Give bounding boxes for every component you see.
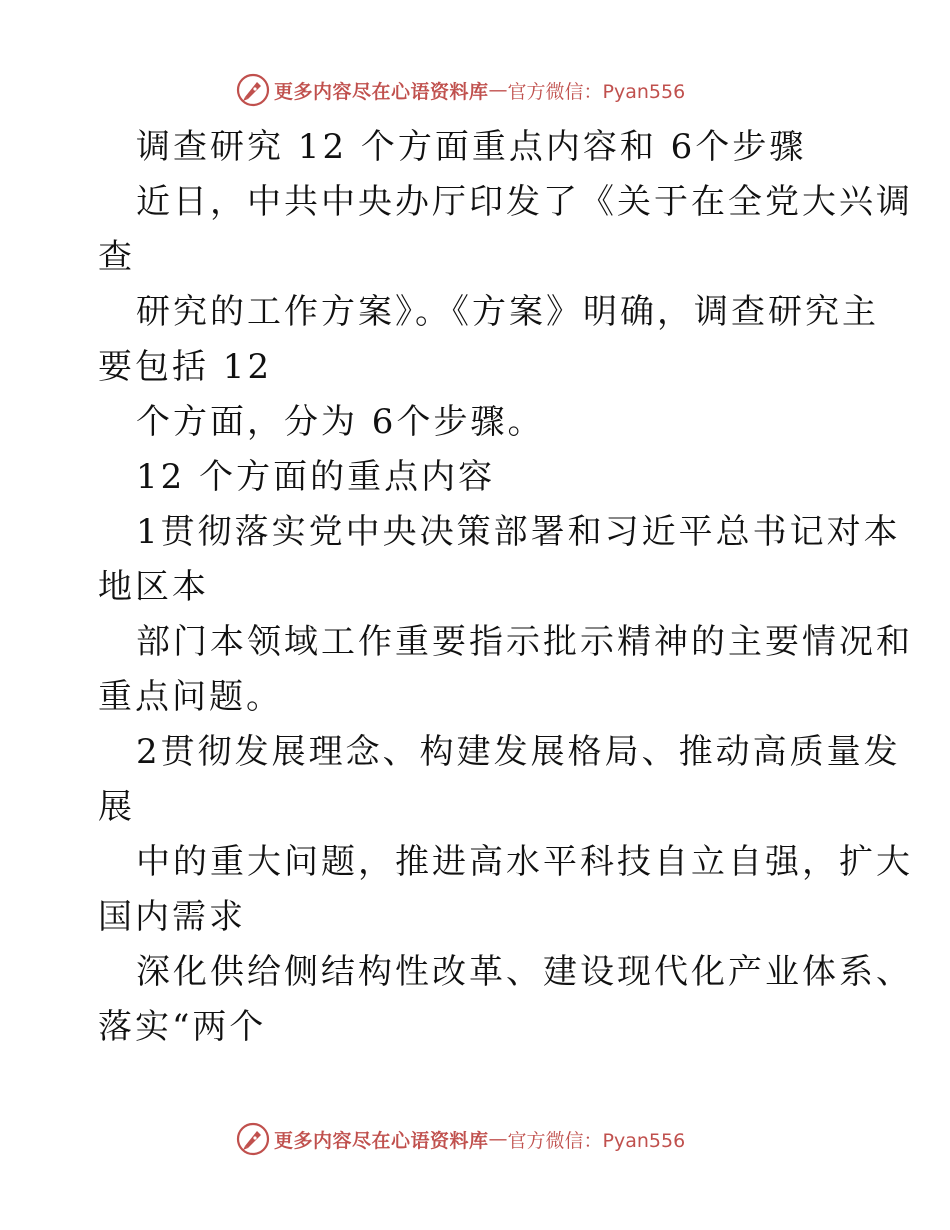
text-line: 地区本 bbox=[98, 567, 209, 607]
pen-nib-icon bbox=[236, 73, 270, 107]
text-line: 近日，中共中央办厅印发了《关于在全党大兴调 bbox=[136, 182, 913, 222]
watermark-wechat: 官方微信：Pyan556 bbox=[507, 80, 686, 103]
footer-watermark bbox=[236, 1122, 685, 1156]
text-line: 2贯彻发展理念、构建发展格局、推动高质量发 bbox=[136, 732, 901, 772]
text-line: 深化供给侧结构性改革、建设现代化产业体系、 bbox=[136, 952, 913, 992]
watermark-dash: — bbox=[488, 79, 508, 101]
pen-nib-icon bbox=[236, 1122, 270, 1156]
text-line: 展 bbox=[98, 787, 135, 827]
text-line: 中的重大问题，推进高水平科技自立自强，扩大 bbox=[136, 842, 913, 882]
text-line: 落实“两个 bbox=[98, 1007, 267, 1047]
watermark-text: 更多内容尽在心语资料库 bbox=[274, 1129, 489, 1152]
text-line: 要包括 12 bbox=[98, 347, 273, 387]
watermark-wechat: 官方微信：Pyan556 bbox=[507, 1129, 686, 1152]
watermark-dash: — bbox=[488, 1128, 508, 1150]
text-line: 1贯彻落实党中央决策部署和习近平总书记对本 bbox=[136, 512, 901, 552]
text-line: 12 个方面的重点内容 bbox=[136, 457, 496, 497]
text-line: 调查研究 12 个方面重点内容和 6个步骤 bbox=[136, 127, 807, 167]
watermark-text: 更多内容尽在心语资料库 bbox=[274, 80, 489, 103]
header-watermark bbox=[236, 73, 685, 107]
document-body bbox=[98, 120, 913, 1055]
text-line: 个方面，分为 6个步骤。 bbox=[136, 402, 545, 442]
text-line: 重点问题。 bbox=[98, 677, 283, 717]
text-line: 国内需求 bbox=[98, 897, 246, 937]
text-line: 部门本领域工作重要指示批示精神的主要情况和 bbox=[136, 622, 913, 662]
text-line: 研究的工作方案》。《方案》明确，调查研究主 bbox=[136, 292, 879, 332]
text-line: 查 bbox=[98, 237, 135, 277]
